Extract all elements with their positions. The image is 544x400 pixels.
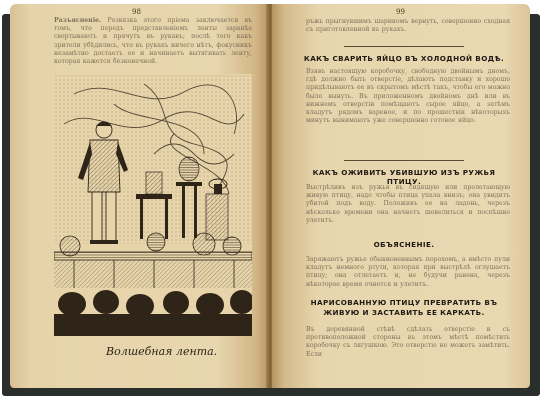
section-text: Заряжаютъ ружье обыкновеннымъ порохомъ, а вмѣсто пули кладутъ немного ртути, которая при выстрѣлѣ оглушаетъ птицу; она отлетаетъ и, не будучи ранена, черезъ нѣкоторое время очнется и улетитъ.	[306, 256, 510, 288]
magician-stage-engraving	[54, 74, 252, 336]
page-number: 99	[396, 8, 405, 16]
paragraph-text: Розвязка этого пріема заключается въ томъ, что передъ представленіемъ ленты заранѣе свертываютъ и прячутъ въ рукавъ; послѣ того какъ зрители убѣдились, что въ рукахъ ничего нѣтъ, фокусникъ незамѣтно достаетъ ее и начинаетъ вытягивать ленту, которая кажется безконечной.	[54, 17, 252, 66]
section-heading: ОБЪЯСНЕНІЕ.	[373, 240, 435, 249]
divider	[344, 46, 464, 47]
section-text: Въ деревянной стѣнѣ сдѣлать отверстіе и съ противоположной стороны въ этомъ мѣстѣ помѣстить коробочку съ лягушкою. Это отверстіе не можетъ замѣтить. Если	[306, 326, 510, 358]
woodcut-illustration	[54, 74, 252, 336]
left-page	[10, 4, 268, 388]
illustration-caption: Волшебная лента.	[106, 345, 218, 358]
section-text: Выстрѣливъ изъ ружья въ сидящую или пролетающую живую птицу, надо чтобы птица упала внизъ; она увидитъ убитой подъ воду. Положивъ ее на ладонь, черезъ нѣсколько времени она начнетъ шевелиться и поспѣшно улетитъ.	[306, 184, 510, 224]
section-text: Взявъ настоящую коробочку, свободную двойнымъ дномъ, гдѣ должно быть отверстіе, дѣлаютъ подставку и хорошо придѣлываютъ ее въ скрытомъ мѣстѣ такъ, чтобы его можно было вынуть. Въ приложенномъ двойномъ днѣ или въ нижнемъ отверстіи помѣщаютъ сырое яйцо, а затѣмъ кладутъ рядомъ вареное, и по прошествіи нѣкоторыхъ минутъ вынимаютъ уже совершенно готовое яйцо.	[306, 68, 510, 125]
section-heading: КАКЪ ОЖИВИТЬ УБИВШУЮ ИЗЪ РУЖЬЯ ПТИЦУ.	[312, 168, 496, 186]
section-heading: НАРИСОВАННУЮ ПТИЦУ ПРЕВРАТИТЬ ВЪ ЖИВУЮ И ЗАСТАВИТЬ ЕЕ КАРКАТЬ.	[310, 298, 498, 317]
page-number: 98	[132, 8, 141, 16]
paragraph-lead: Разъясненіе.	[54, 17, 102, 24]
section-heading: КАКЪ СВАРИТЬ ЯЙЦО ВЪ ХОЛОДНОЙ ВОДѢ.	[303, 54, 505, 63]
left-paragraph	[54, 17, 252, 66]
divider	[344, 160, 464, 161]
intro-text: ръжь прыгнувшимъ шарикомъ вернуть, совершенно сходная съ приготовленной въ рукахъ.	[306, 18, 510, 34]
right-page	[272, 4, 530, 388]
